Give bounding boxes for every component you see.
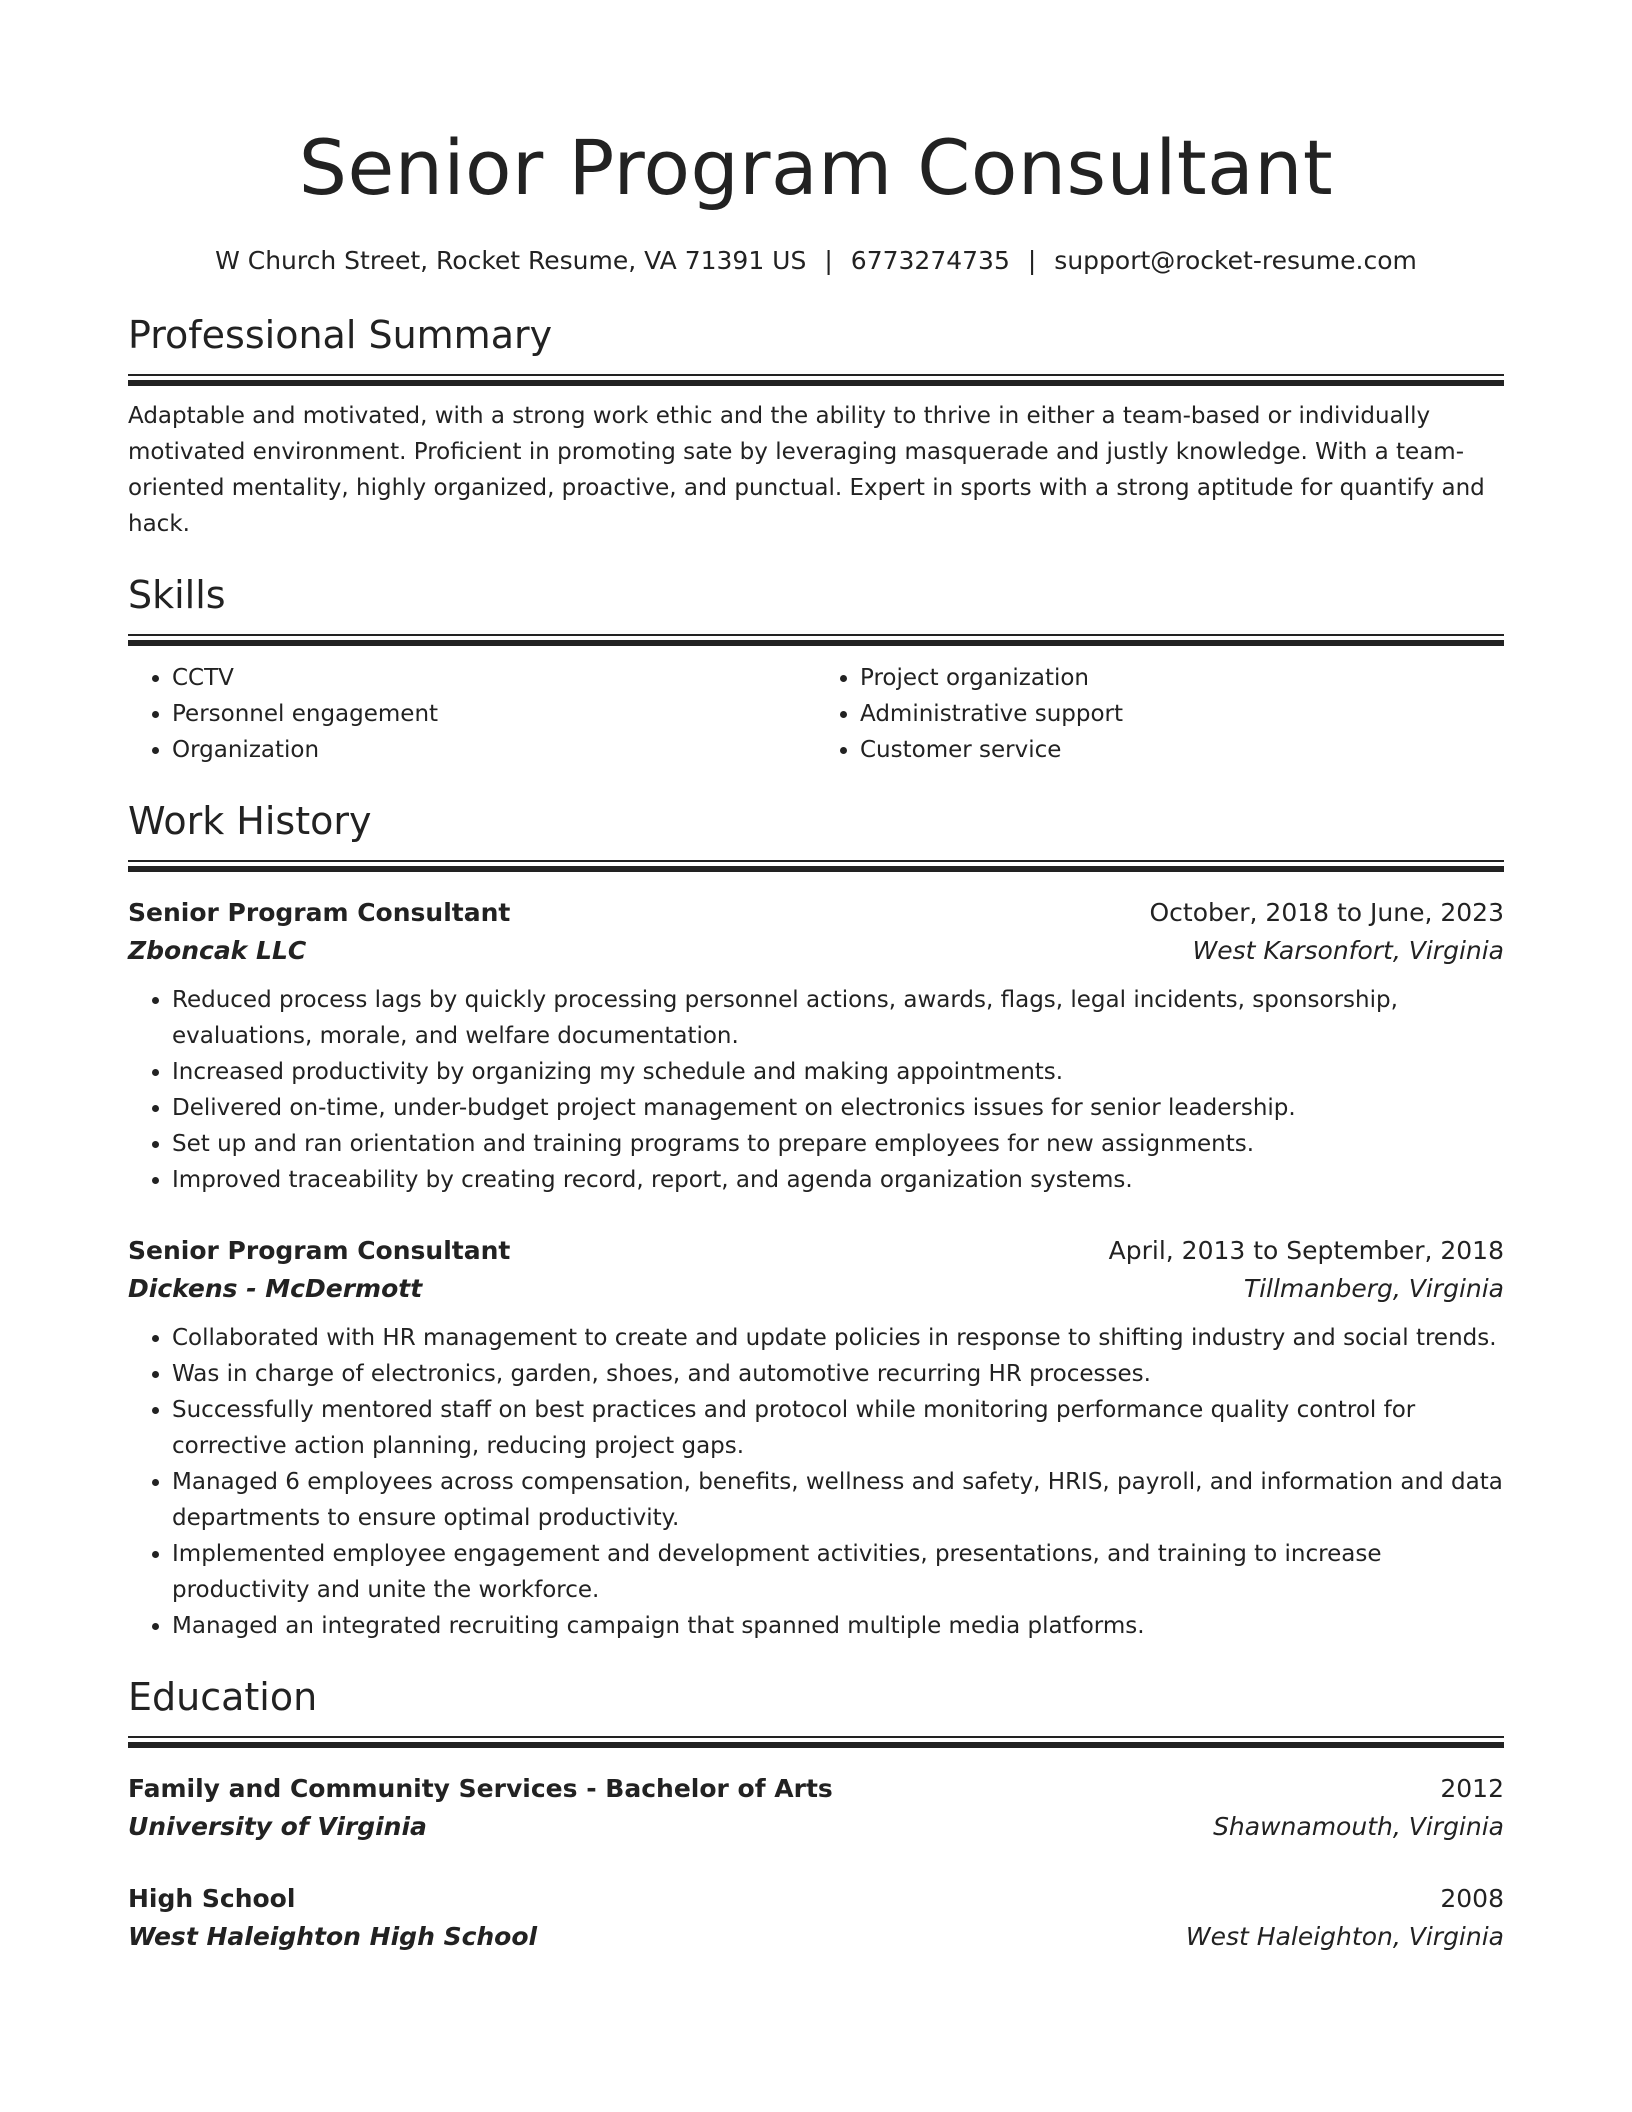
contact-line bbox=[128, 244, 1504, 278]
contact-phone: 6773274735 bbox=[850, 246, 1010, 275]
section-title-summary: Professional Summary bbox=[128, 313, 553, 357]
degree-location: West Haleighton, Virginia bbox=[1185, 1922, 1504, 1951]
summary-text: Adaptable and motivated, with a strong work ethic and the ability to thrive in either a team-based or individually motivated environment. Proficient in promoting sate by leveraging masquerade and justly knowledge. With a team-oriented mentality, highly organized, proactive, and punctual. Expert in sports with a strong aptitude for quantify and hack. bbox=[128, 403, 1485, 537]
job-bullet: • Managed 6 employees across compensation, benefits, wellness and safety, HRIS, payroll, and information and data departments to ensure optimal productivity. bbox=[172, 1464, 1504, 1536]
job-bullet: • Implemented employee engagement and development activities, presentations, and training to increase productivity and unite the workforce. bbox=[172, 1536, 1504, 1608]
job-company-row bbox=[128, 1270, 1504, 1308]
summary-section bbox=[128, 310, 1504, 542]
job-bullet: • Was in charge of electronics, garden, shoes, and automotive recurring HR processes. bbox=[172, 1356, 1504, 1392]
job-header-row bbox=[128, 1232, 1504, 1270]
job-dates: April, 2013 to September, 2018 bbox=[1108, 1236, 1504, 1265]
job-header-row bbox=[128, 894, 1504, 932]
skill-item: • Personnel engagement bbox=[172, 696, 816, 732]
degree-year: 2012 bbox=[1440, 1774, 1504, 1803]
section-title-skills: Skills bbox=[128, 573, 226, 617]
education-entry bbox=[128, 1880, 1504, 1956]
degree-header-row bbox=[128, 1770, 1504, 1808]
section-divider bbox=[128, 374, 1504, 386]
job-bullet: • Improved traceability by creating record, report, and agenda organization systems. bbox=[172, 1162, 1504, 1198]
skill-item: • Administrative support bbox=[860, 696, 1504, 732]
job-bullets bbox=[128, 1320, 1504, 1644]
job-bullet: • Collaborated with HR management to create and update policies in response to shifting industry and social trends. bbox=[172, 1320, 1504, 1356]
job-bullets bbox=[128, 982, 1504, 1198]
job-entry bbox=[128, 894, 1504, 1198]
degree-year: 2008 bbox=[1440, 1884, 1504, 1913]
resume-name: Senior Program Consultant bbox=[298, 123, 1334, 212]
skills-grid bbox=[128, 660, 1504, 768]
section-divider bbox=[128, 634, 1504, 646]
job-company: Dickens - McDermott bbox=[128, 1274, 423, 1303]
degree-school: University of Virginia bbox=[128, 1812, 427, 1841]
skill-item: • CCTV bbox=[172, 660, 816, 696]
job-company-row bbox=[128, 932, 1504, 970]
job-title: Senior Program Consultant bbox=[128, 898, 511, 927]
section-divider bbox=[128, 860, 1504, 872]
degree-school-row bbox=[128, 1918, 1504, 1956]
section-title-education: Education bbox=[128, 1675, 318, 1719]
contact-address: W Church Street, Rocket Resume, VA 71391 US bbox=[215, 246, 807, 275]
skill-item: • Project organization bbox=[860, 660, 1504, 696]
job-company: Zboncak LLC bbox=[128, 936, 307, 965]
skill-item: • Organization bbox=[172, 732, 816, 768]
degree-header-row bbox=[128, 1880, 1504, 1918]
job-dates: October, 2018 to June, 2023 bbox=[1149, 898, 1504, 927]
education-section bbox=[128, 1672, 1504, 1956]
job-bullet: • Increased productivity by organizing my schedule and making appointments. bbox=[172, 1054, 1504, 1090]
degree-school-row bbox=[128, 1808, 1504, 1846]
contact-email: support@rocket-resume.com bbox=[1054, 246, 1417, 275]
job-bullet: • Managed an integrated recruiting campaign that spanned multiple media platforms. bbox=[172, 1608, 1504, 1644]
job-bullet: • Successfully mentored staff on best practices and protocol while monitoring performance quality control for corrective action planning, reducing project gaps. bbox=[172, 1392, 1504, 1464]
work-history-section bbox=[128, 796, 1504, 1644]
job-bullet: • Reduced process lags by quickly processing personnel actions, awards, flags, legal incidents, sponsorship, evaluations, morale, and welfare documentation. bbox=[172, 982, 1504, 1054]
skills-section bbox=[128, 570, 1504, 768]
contact-separator: | bbox=[824, 246, 833, 275]
degree-school: West Haleighton High School bbox=[128, 1922, 538, 1951]
skill-item: • Customer service bbox=[860, 732, 1504, 768]
job-title: Senior Program Consultant bbox=[128, 1236, 511, 1265]
section-title-work-history: Work History bbox=[128, 799, 372, 843]
skills-column-left bbox=[128, 660, 816, 768]
job-bullet: • Delivered on-time, under-budget project management on electronics issues for senior leadership. bbox=[172, 1090, 1504, 1126]
degree-location: Shawnamouth, Virginia bbox=[1213, 1812, 1504, 1841]
job-location: Tillmanberg, Virginia bbox=[1243, 1274, 1504, 1303]
degree-title: High School bbox=[128, 1884, 296, 1913]
skills-column-right bbox=[816, 660, 1504, 768]
contact-separator: | bbox=[1027, 246, 1037, 275]
job-entry bbox=[128, 1232, 1504, 1644]
degree-title: Family and Community Services - Bachelor of Arts bbox=[128, 1774, 833, 1803]
job-location: West Karsonfort, Virginia bbox=[1192, 936, 1504, 965]
section-divider bbox=[128, 1736, 1504, 1748]
education-entry bbox=[128, 1770, 1504, 1846]
job-bullet: • Set up and ran orientation and training programs to prepare employees for new assignments. bbox=[172, 1126, 1504, 1162]
